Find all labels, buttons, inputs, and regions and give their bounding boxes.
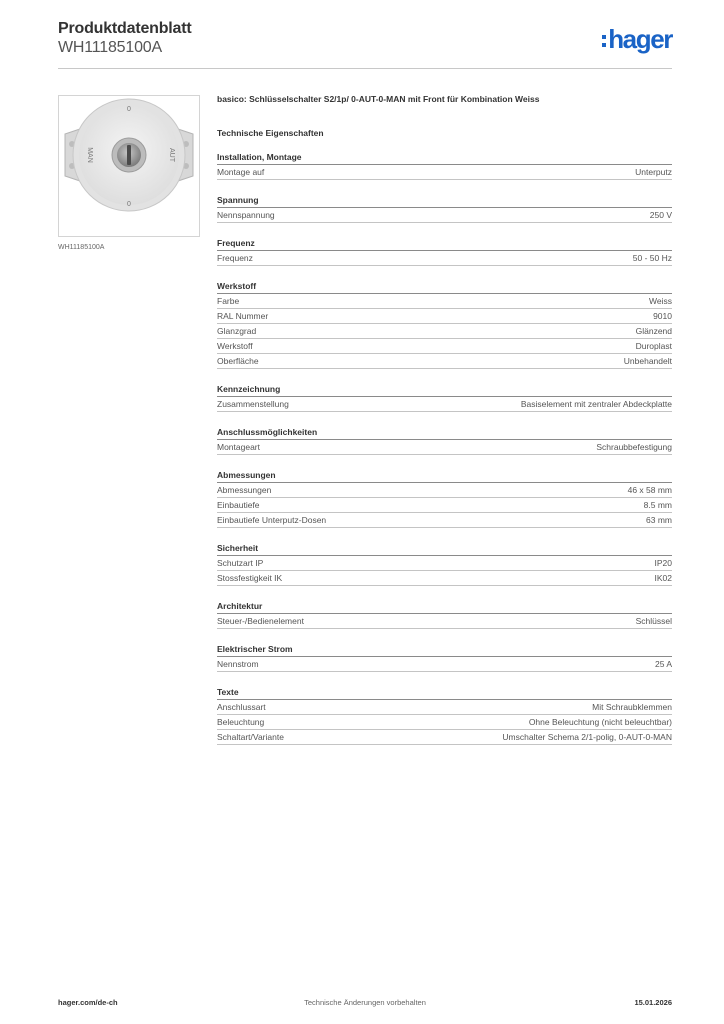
property-value: Weiss	[649, 296, 672, 306]
property-label: Abmessungen	[217, 485, 272, 495]
property-section	[217, 543, 672, 586]
key-switch-icon	[59, 96, 199, 236]
property-section	[217, 238, 672, 266]
property-section	[217, 195, 672, 223]
property-row	[217, 397, 672, 412]
section-title: Anschlussmöglichkeiten	[217, 427, 672, 440]
property-label: Stossfestigkeit IK	[217, 573, 283, 583]
section-title: Elektrischer Strom	[217, 644, 672, 657]
property-row	[217, 498, 672, 513]
property-row	[217, 251, 672, 266]
property-row	[217, 208, 672, 223]
property-value: Umschalter Schema 2/1-polig, 0-AUT-0-MAN	[502, 732, 672, 742]
header-divider	[58, 68, 672, 69]
dial-label-top: 0	[127, 106, 131, 113]
section-title: Installation, Montage	[217, 152, 672, 165]
dial-label-aut: AUT	[168, 148, 175, 162]
property-value: 9010	[653, 311, 672, 321]
property-row	[217, 294, 672, 309]
property-label: Nennspannung	[217, 210, 275, 220]
property-row	[217, 440, 672, 455]
property-label: Steuer-/Bedienelement	[217, 616, 304, 626]
document-title: Produktdatenblatt	[58, 20, 192, 37]
property-value: Ohne Beleuchtung (nicht beleuchtbar)	[528, 717, 672, 727]
footer-date: 15.01.2026	[634, 998, 672, 1007]
property-value: 50 - 50 Hz	[632, 253, 672, 263]
property-section	[217, 470, 672, 528]
footer-website-link[interactable]: hager.com/de-ch	[58, 998, 118, 1007]
section-title: Kennzeichnung	[217, 384, 672, 397]
property-row	[217, 309, 672, 324]
property-section	[217, 384, 672, 412]
property-value: 8.5 mm	[643, 500, 672, 510]
property-section	[217, 152, 672, 180]
property-label: Werkstoff	[217, 341, 253, 351]
section-title: Texte	[217, 687, 672, 700]
property-row	[217, 354, 672, 369]
property-label: Einbautiefe	[217, 500, 260, 510]
property-value: Unbehandelt	[623, 356, 672, 366]
section-title: Abmessungen	[217, 470, 672, 483]
property-section	[217, 687, 672, 745]
section-title: Spannung	[217, 195, 672, 208]
property-label: Montageart	[217, 442, 260, 452]
property-row	[217, 715, 672, 730]
property-row	[217, 700, 672, 715]
property-row	[217, 324, 672, 339]
property-value: Glänzend	[635, 326, 672, 336]
property-row	[217, 730, 672, 745]
section-title: Frequenz	[217, 238, 672, 251]
property-label: Nennstrom	[217, 659, 259, 669]
property-section	[217, 644, 672, 672]
dial-label-man: MAN	[86, 147, 93, 163]
section-title: Architektur	[217, 601, 672, 614]
property-value: 250 V	[649, 210, 672, 220]
logo-dots-icon	[602, 35, 606, 47]
property-value: 46 x 58 mm	[627, 485, 672, 495]
dial-label-bottom: 0	[127, 201, 131, 208]
property-value: Duroplast	[635, 341, 672, 351]
property-row	[217, 571, 672, 586]
section-title: Sicherheit	[217, 543, 672, 556]
property-label: RAL Nummer	[217, 311, 269, 321]
property-label: Anschlussart	[217, 702, 266, 712]
property-value: Schraubbefestigung	[596, 442, 672, 452]
product-image	[58, 95, 200, 237]
property-label: Zusammenstellung	[217, 399, 289, 409]
property-label: Schutzart IP	[217, 558, 264, 568]
property-label: Frequenz	[217, 253, 253, 263]
property-label: Oberfläche	[217, 356, 259, 366]
property-value: 63 mm	[646, 515, 672, 525]
property-value: Mit Schraubklemmen	[592, 702, 672, 712]
property-row	[217, 339, 672, 354]
property-value: IK02	[654, 573, 672, 583]
property-value: Basiselement mit zentraler Abdeckplatte	[520, 399, 672, 409]
property-value: Unterputz	[635, 167, 672, 177]
technical-properties-heading: Technische Eigenschaften	[217, 128, 324, 138]
property-label: Glanzgrad	[217, 326, 257, 336]
footer-note: Technische Änderungen vorbehalten	[304, 998, 426, 1007]
image-caption: WH11185100A	[58, 244, 105, 251]
logo-text: hager	[608, 24, 672, 54]
property-section	[217, 427, 672, 455]
product-details	[217, 94, 672, 760]
product-code: WH11185100A	[58, 39, 162, 56]
property-label: Schaltart/Variante	[217, 732, 284, 742]
property-label: Beleuchtung	[217, 717, 265, 727]
property-value: 25 A	[654, 659, 672, 669]
property-row	[217, 165, 672, 180]
product-description: basico: Schlüsselschalter S2/1p/ 0-AUT-0-MAN mit Front für Kombination Weiss	[217, 94, 540, 104]
property-label: Einbautiefe Unterputz-Dosen	[217, 515, 327, 525]
properties-list	[217, 152, 672, 745]
property-row	[217, 513, 672, 528]
property-row	[217, 614, 672, 629]
property-row	[217, 483, 672, 498]
property-section	[217, 281, 672, 369]
property-value: Schlüssel	[635, 616, 672, 626]
document-header	[58, 20, 192, 57]
property-row	[217, 657, 672, 672]
hager-logo[interactable]	[602, 26, 672, 52]
section-title: Werkstoff	[217, 281, 672, 294]
property-label: Farbe	[217, 296, 240, 306]
property-value: IP20	[654, 558, 672, 568]
property-row	[217, 556, 672, 571]
property-label: Montage auf	[217, 167, 265, 177]
property-section	[217, 601, 672, 629]
